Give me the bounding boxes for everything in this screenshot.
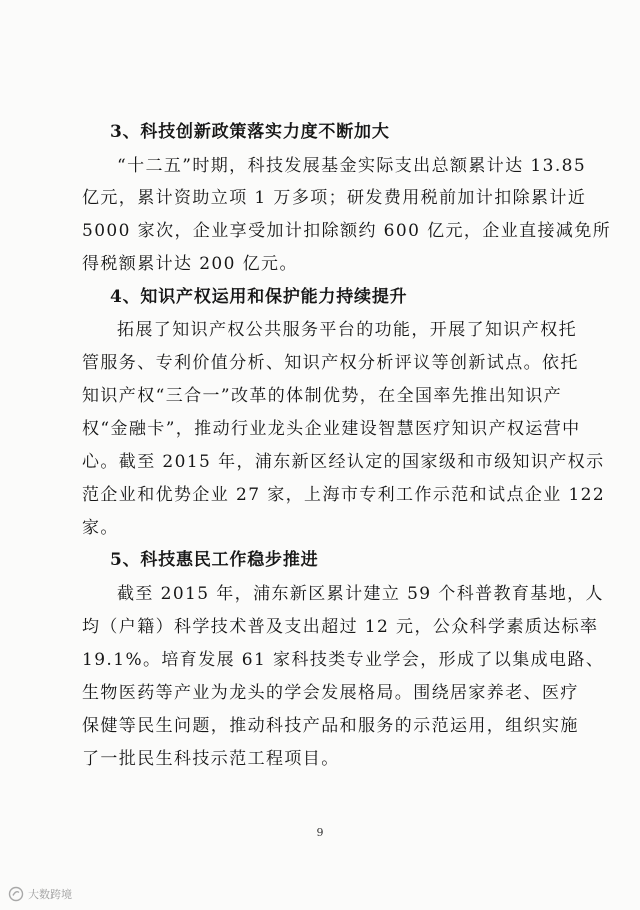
- paragraph-line: 拓展了知识产权公共服务平台的功能，开展了知识产权托: [117, 320, 577, 340]
- section-heading-3: 3、科技创新政策落实力度不断加大: [110, 122, 390, 142]
- paragraph-line: 范企业和优势企业 27 家，上海市专利工作示范和试点企业 122: [82, 485, 606, 505]
- paragraph-line: 生物医药等产业为龙头的学会发展格局。围绕居家养老、医疗: [82, 683, 579, 703]
- page-number: 9: [316, 826, 324, 839]
- section-heading-5: 5、科技惠民工作稳步推进: [110, 550, 319, 570]
- section-heading-4: 4、知识产权运用和保护能力持续提升: [110, 287, 408, 307]
- paragraph-line: 保健等民生问题，推动科技产品和服务的示范运用，组织实施: [82, 716, 579, 736]
- paragraph-line: 管服务、专利价值分析、知识产权分析评议等创新试点。依托: [82, 353, 579, 373]
- paragraph-line: 截至 2015 年，浦东新区累计建立 59 个科普教育基地，人: [117, 584, 604, 604]
- paragraph-line: 权“金融卡”，推动行业龙头企业建设智慧医疗知识产权运营中: [82, 419, 581, 439]
- paragraph-line: 得税额累计达 200 亿元。: [82, 254, 298, 274]
- logo-icon: [8, 886, 24, 902]
- paragraph-line: 19.1%。培育发展 61 家科技类专业学会，形成了以集成电路、: [82, 650, 605, 670]
- paragraph-line: “十二五”时期，科技发展基金实际支出总额累计达 13.85: [117, 156, 587, 176]
- paragraph-line: 知识产权“三合一”改革的体制优势，在全国率先推出知识产: [82, 386, 563, 406]
- paragraph-line: 5000 家次，企业享受加计扣除额约 600 亿元，企业直接减免所: [82, 221, 612, 241]
- watermark: [8, 886, 72, 902]
- watermark-text: 大数跨境: [28, 888, 72, 901]
- paragraph-line: 均（户籍）科学技术普及支出超过 12 元，公众科学素质达标率: [82, 617, 599, 637]
- paragraph-line: 亿元，累计资助立项 1 万多项；研发费用税前加计扣除累计近: [82, 188, 587, 208]
- paragraph-line: 家。: [82, 518, 119, 538]
- paragraph-line: 了一批民生科技示范工程项目。: [82, 749, 340, 769]
- paragraph-line: 心。截至 2015 年，浦东新区经认定的国家级和市级知识产权示: [82, 452, 605, 472]
